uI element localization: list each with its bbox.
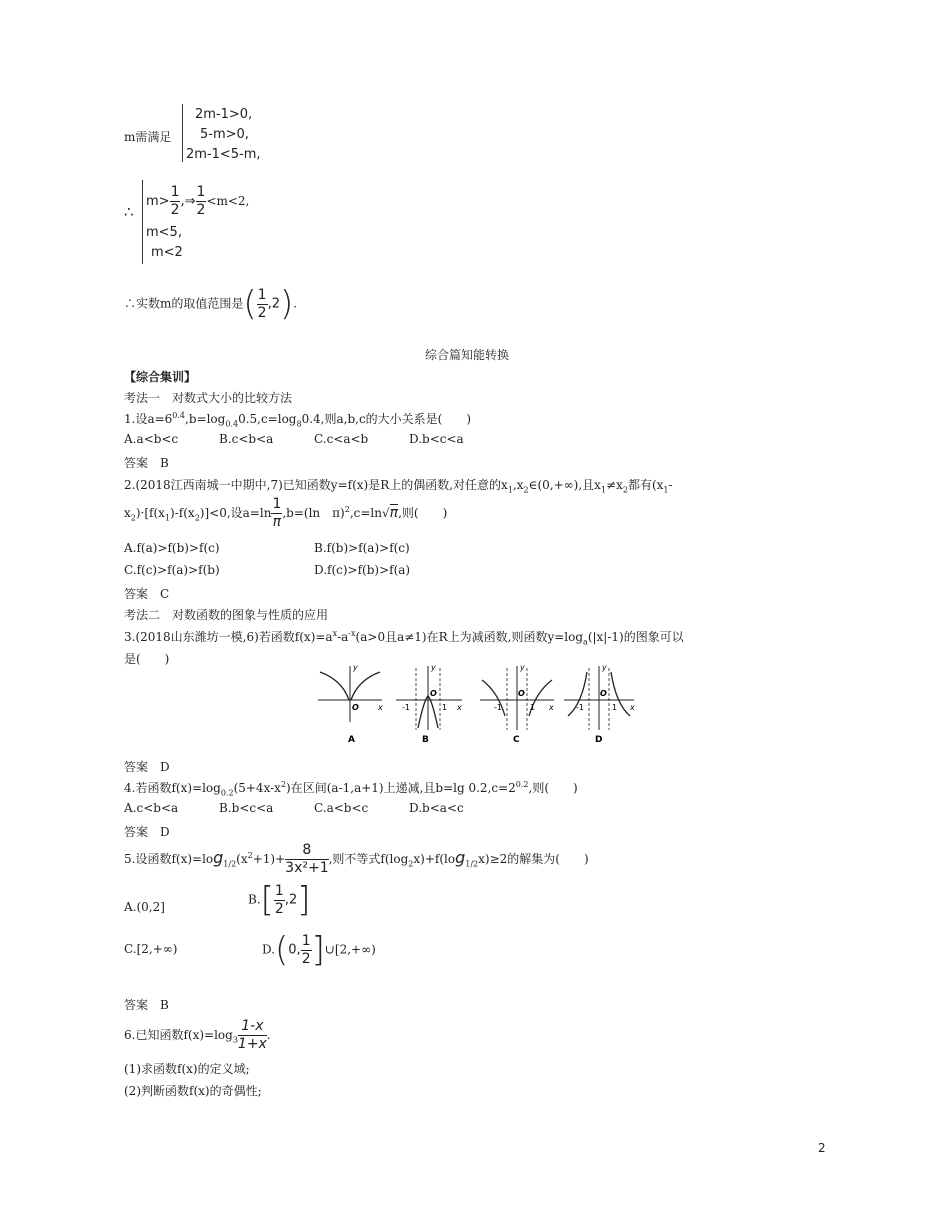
q1-base1: 0.4	[225, 419, 239, 429]
q6-den: 1+x	[237, 1036, 267, 1052]
q2-l2a: x	[124, 506, 131, 520]
q4-sq: 2	[280, 780, 287, 789]
q5-frac	[285, 842, 328, 877]
q2-s3: 1	[600, 485, 607, 495]
q1-option-b[interactable]: B.c<b<a	[219, 432, 274, 446]
c-m1: -1	[494, 703, 502, 712]
q2-pi-frac	[271, 496, 282, 531]
range-num: 1	[257, 286, 267, 303]
q5-b: (x	[236, 852, 248, 866]
section-title: 综合篇知能转换	[425, 348, 510, 362]
q5-f: x)≥2的解集为( )	[478, 852, 589, 866]
graph-a	[318, 663, 383, 745]
range-tail: ,2	[267, 296, 280, 312]
q5-frac-num: 8	[285, 842, 328, 860]
graph-d	[564, 663, 635, 745]
q2-line1	[124, 476, 673, 494]
graph-c	[480, 663, 554, 745]
a-y-label: y	[353, 663, 358, 672]
q3-base: a	[583, 637, 588, 647]
b-label: B	[422, 735, 429, 745]
q2-pi-num: 1	[272, 496, 282, 512]
half-frac	[170, 184, 181, 219]
q5-b-pre: B.	[248, 892, 261, 907]
graph-b	[396, 663, 462, 745]
q5-b-tail: ,2	[284, 892, 298, 908]
q5-option-c[interactable]: C.[2,+∞)	[124, 942, 178, 956]
q5-b-frac	[274, 883, 285, 918]
q2-option-c[interactable]: C.f(c)>f(a)>f(b)	[124, 563, 220, 577]
q1-text-d: 0.4,则a,b,c的大小关系是( )	[301, 412, 472, 426]
q4-option-b[interactable]: B.b<c<a	[219, 801, 274, 815]
q2-sqrt-pi: π	[389, 505, 399, 521]
q2-s2: 2	[523, 485, 529, 495]
bracket-close-d: ]	[311, 930, 325, 970]
q3-l1b: (a>0且a≠1)在R上为减函数,则函数y=log	[355, 630, 584, 644]
sys1-line3: 2m-1<5-m,	[186, 147, 261, 162]
range-dot: .	[293, 296, 298, 311]
bracket-open: [	[260, 880, 274, 920]
q5-c: +1)+	[252, 852, 286, 866]
q2-line2	[124, 496, 447, 531]
q4-d: ,则( )	[528, 781, 578, 795]
q3-line2: 是( )	[124, 652, 170, 666]
q2-s5: 1	[663, 485, 669, 495]
q5-half2: 1/2	[465, 859, 479, 869]
q1-text-b: ,b=log	[185, 412, 226, 426]
q5-d-num: 1	[301, 932, 311, 949]
set-title: 【综合集训】	[124, 370, 197, 384]
d-x-label: x	[630, 703, 635, 712]
m-need-label: m需满足	[124, 130, 172, 144]
sys1-line2: 5-m>0,	[200, 127, 249, 142]
q5-d-den: 2	[301, 950, 311, 967]
q4-a: 4.若函数f(x)=log	[124, 781, 221, 795]
d-p1: 1	[612, 703, 618, 712]
q6-a: 6.已知函数f(x)=log	[124, 1028, 233, 1042]
q2-l1a: 2.(2018江西南城一中期中,7)已知函数y=f(x)是R上的偶函数,对任意的x	[124, 478, 508, 492]
q1-option-d[interactable]: D.b<c<a	[409, 432, 464, 446]
brace-1	[182, 104, 183, 162]
q1-option-c[interactable]: C.c<a<b	[314, 432, 369, 446]
c-label: C	[513, 735, 520, 745]
q3-answer: 答案 D	[124, 760, 170, 774]
paren-open: (	[243, 284, 257, 324]
q2-l2e: ,b=(ln π)	[282, 506, 345, 520]
q6-base: 3	[232, 1035, 238, 1045]
sys2-implies: ,⇒	[180, 194, 196, 209]
q3-l1a: 3.(2018山东潍坊一模,6)若函数f(x)=a	[124, 630, 333, 644]
b-m1: -1	[402, 703, 410, 712]
q4-option-c[interactable]: C.a<b<c	[314, 801, 369, 815]
q2-sq: 2	[344, 505, 350, 514]
c-origin: O	[518, 689, 525, 698]
b-y-label: y	[431, 663, 436, 672]
q5-e: x)+f(lo	[413, 852, 456, 866]
q5-d-frac	[301, 933, 312, 968]
q6-stem	[124, 1018, 271, 1053]
sys1-line1: 2m-1>0,	[195, 107, 253, 122]
q5-half: 1/2	[223, 859, 237, 869]
q1-answer: 答案 B	[124, 456, 169, 470]
q3-graphs	[312, 660, 642, 748]
q4-c: )在区间(a-1,a+1)上递减,且b=lg 0.2,c=2	[286, 781, 516, 795]
q1-option-a[interactable]: A.a<b<c	[124, 432, 179, 446]
q2-l1c: ∈(0,+∞),且x	[528, 478, 601, 492]
half-num: 1	[170, 184, 180, 200]
q4-option-a[interactable]: A.c<b<a	[124, 801, 179, 815]
q2-l1d: ≠x	[606, 478, 623, 492]
sys2-line2: m<5,	[146, 225, 182, 240]
q2-l1b: ,x	[512, 478, 524, 492]
q5-answer: 答案 B	[124, 998, 169, 1012]
q2-l2d: )]<0,设a=ln	[199, 506, 272, 520]
q2-option-d[interactable]: D.f(c)>f(b)>f(a)	[314, 563, 411, 577]
d-label: D	[595, 735, 603, 745]
q5-g2: g	[455, 848, 466, 867]
a-origin: O	[352, 703, 359, 712]
q2-s6: 2	[130, 513, 136, 523]
half-num-2: 1	[196, 184, 206, 200]
therefore-1: ∴	[124, 203, 134, 221]
a-label: A	[348, 735, 355, 745]
q6-sub1: (1)求函数f(x)的定义域;	[124, 1062, 250, 1076]
sys2-m-gt: m>	[146, 194, 170, 209]
paren-open-d: (	[275, 930, 289, 970]
q5-d: ,则不等式f(log	[328, 852, 409, 866]
q2-l2f: ,c=ln	[349, 506, 382, 520]
q2-l2g: ,则( )	[398, 506, 448, 520]
q4-exp: 0.2	[515, 780, 529, 789]
c-x-label: x	[549, 703, 554, 712]
q1-stem	[124, 410, 471, 428]
d-m1: -1	[576, 703, 584, 712]
method-1-title: 考法一 对数式大小的比较方法	[124, 391, 293, 405]
q5-option-a[interactable]: A.(0,2]	[124, 900, 165, 914]
q2-s1: 1	[507, 485, 513, 495]
half-frac-2	[196, 184, 207, 219]
q2-s7: 1	[164, 513, 171, 523]
q2-option-b[interactable]: B.f(b)>f(a)>f(c)	[314, 541, 410, 555]
method-2-title: 考法二 对数函数的图象与性质的应用	[124, 608, 329, 622]
q5-frac-den: 3x²+1	[285, 860, 329, 876]
b-p1: 1	[442, 703, 448, 712]
sys2-result: <m<2,	[206, 194, 250, 208]
q3-exp2: -x	[348, 629, 356, 638]
q5-d-tail: ∪[2,+∞)	[324, 942, 376, 957]
q2-l2b: )·[f(x	[135, 506, 165, 520]
b-x-label: x	[457, 703, 462, 712]
brace-2	[142, 180, 143, 264]
q6-dot: .	[266, 1028, 271, 1042]
range-text: ∴实数m的取值范围是	[124, 296, 244, 311]
q6-frac	[238, 1018, 267, 1053]
q2-s8: 2	[194, 513, 200, 523]
q2-l1f: -	[668, 478, 673, 492]
q5-option-d[interactable]	[262, 930, 376, 970]
q5-g: g	[213, 848, 224, 867]
q2-option-a[interactable]: A.f(a)>f(b)>f(c)	[124, 541, 220, 555]
q5-d-pre: D.	[262, 942, 276, 957]
q5-option-b[interactable]	[248, 880, 311, 920]
d-origin: O	[600, 689, 607, 698]
q1-text-c: 0.5,c=log	[238, 412, 297, 426]
sys2-line3: m<2	[151, 245, 183, 260]
q2-l2c: )-f(x	[170, 506, 195, 520]
q5-b-num: 1	[274, 882, 284, 899]
half-den-2: 2	[196, 202, 206, 218]
q1-base2: 8	[296, 419, 302, 429]
q2-pi-den: π	[272, 514, 282, 530]
q1-exp: 0.4	[172, 411, 186, 420]
range-line	[124, 284, 297, 324]
q6-sub2: (2)判断函数f(x)的奇偶性;	[124, 1084, 262, 1098]
q3-exp1: x	[332, 629, 338, 638]
range-den: 2	[257, 304, 267, 321]
sys2-line1	[146, 184, 249, 219]
q4-base: 0.2	[220, 788, 234, 798]
q4-option-d[interactable]: D.b<a<c	[409, 801, 464, 815]
sqrt-icon: √	[381, 506, 390, 520]
page-number: 2	[818, 1141, 826, 1155]
d-y-label: y	[602, 663, 607, 672]
q4-b: (5+4x-x	[233, 781, 281, 795]
bracket-close: ]	[297, 880, 311, 920]
q4-answer: 答案 D	[124, 825, 170, 839]
paren-close: )	[279, 284, 294, 324]
q2-answer: 答案 C	[124, 587, 170, 601]
half-den: 2	[170, 202, 180, 218]
q2-s4: 2	[622, 485, 628, 495]
q5-base2: 2	[408, 859, 414, 869]
b-origin: O	[430, 689, 437, 698]
q6-num: 1-x	[238, 1018, 267, 1036]
c-p1: 1	[530, 703, 536, 712]
q5-b-den: 2	[274, 900, 284, 917]
q5-stem	[124, 842, 589, 877]
q5-sq: 2	[247, 851, 253, 860]
q1-text-a: 1.设a=6	[124, 412, 173, 426]
q5-a: 5.设函数f(x)=lo	[124, 852, 214, 866]
c-y-label: y	[520, 663, 525, 672]
q2-l1e: 都有(x	[627, 478, 664, 492]
q3-minus-a: -a	[337, 630, 349, 644]
q4-stem	[124, 779, 578, 797]
q3-line1	[124, 628, 684, 646]
q5-d-head: 0,	[288, 942, 301, 958]
q3-l1c: (|x|-1)的图象可以	[587, 630, 684, 644]
a-x-label: x	[378, 703, 383, 712]
range-frac	[257, 287, 268, 322]
